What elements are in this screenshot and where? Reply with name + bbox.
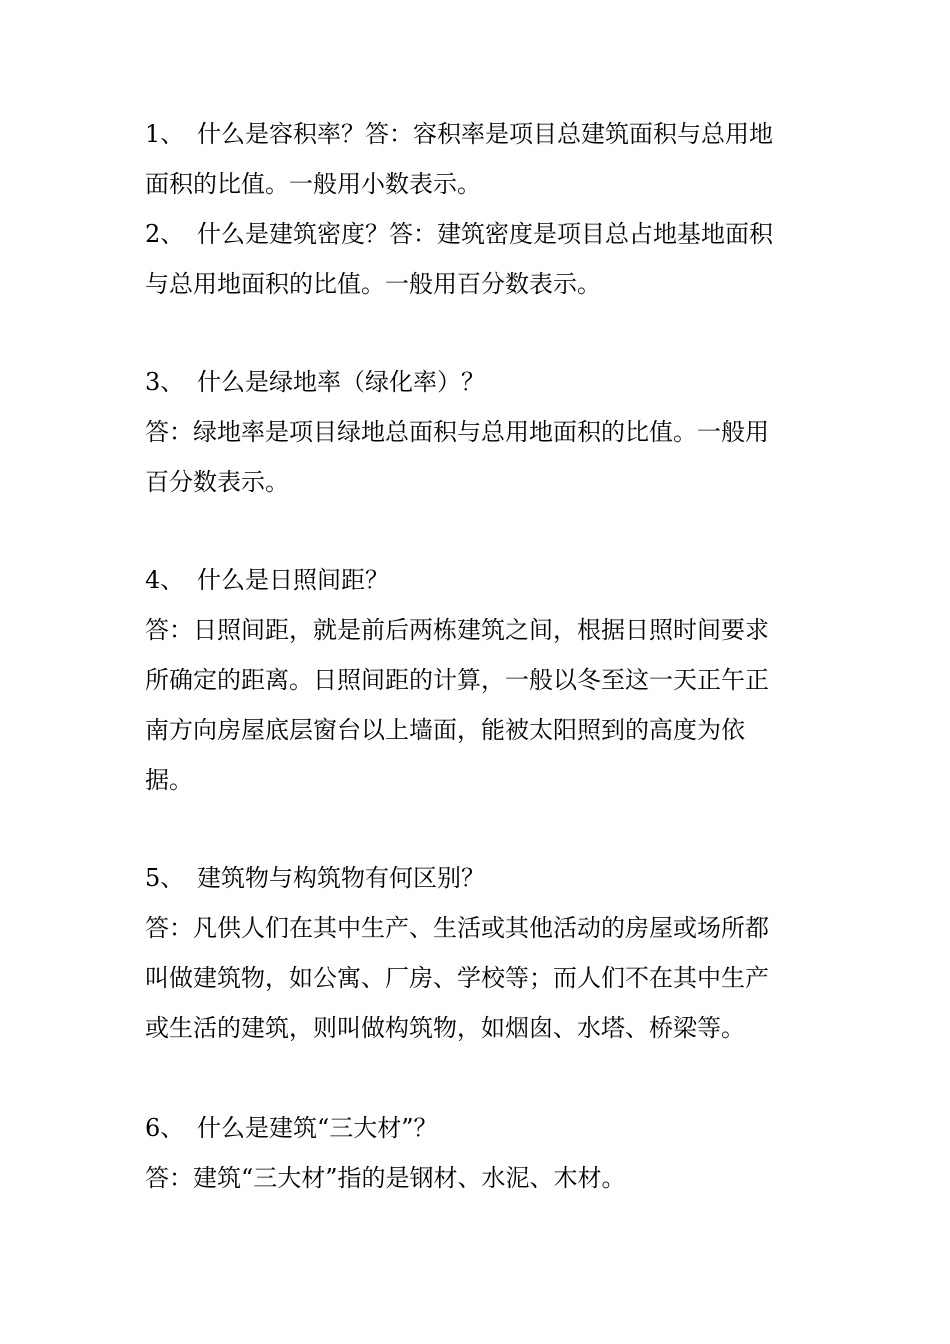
q2-number: 2、 [145,220,185,248]
q3-question-text: 什么是绿地率（绿化率）？ [197,368,485,396]
q6-question [145,1104,438,1152]
q3-answer-line-1: 答：绿地率是项目绿地总面积与总用地面积的比值。一般用 [145,418,769,446]
q5-question-text: 建筑物与构筑物有何区别？ [197,864,485,892]
q4-answer-line-2: 所确定的距离。日照间距的计算，一般以冬至这一天正午正 [145,666,769,694]
q4-number: 4、 [145,566,185,594]
q2-line-1 [145,210,773,258]
q1-line-2: 面积的比值。一般用小数表示。 [145,170,481,198]
q6-question-text: 什么是建筑“三大材”？ [197,1114,438,1142]
q6-answer-line-1: 答：建筑“三大材”指的是钢材、水泥、木材。 [145,1164,626,1192]
q4-answer-line-4: 据。 [145,766,193,794]
q4-answer-line-3: 南方向房屋底层窗台以上墙面，能被太阳照到的高度为依 [145,716,745,744]
q1-line-1 [145,110,773,158]
q3-number: 3、 [145,368,185,396]
q3-answer-line-2: 百分数表示。 [145,468,289,496]
q5-number: 5、 [145,864,185,892]
q2-line-2: 与总用地面积的比值。一般用百分数表示。 [145,270,601,298]
q1-number: 1、 [145,120,185,148]
q4-question [145,556,389,604]
q1-text: 什么是容积率？答：容积率是项目总建筑面积与总用地 [197,120,773,148]
q2-text: 什么是建筑密度？答：建筑密度是项目总占地基地面积 [197,220,773,248]
q6-number: 6、 [145,1114,185,1142]
q3-question [145,358,485,406]
q5-question [145,854,485,902]
q5-answer-line-2: 叫做建筑物，如公寓、厂房、学校等；而人们不在其中生产 [145,964,769,992]
q4-question-text: 什么是日照间距？ [197,566,389,594]
q5-answer-line-1: 答：凡供人们在其中生产、生活或其他活动的房屋或场所都 [145,914,769,942]
q5-answer-line-3: 或生活的建筑，则叫做构筑物，如烟囱、水塔、桥梁等。 [145,1014,745,1042]
q4-answer-line-1: 答：日照间距，就是前后两栋建筑之间，根据日照时间要求 [145,616,769,644]
